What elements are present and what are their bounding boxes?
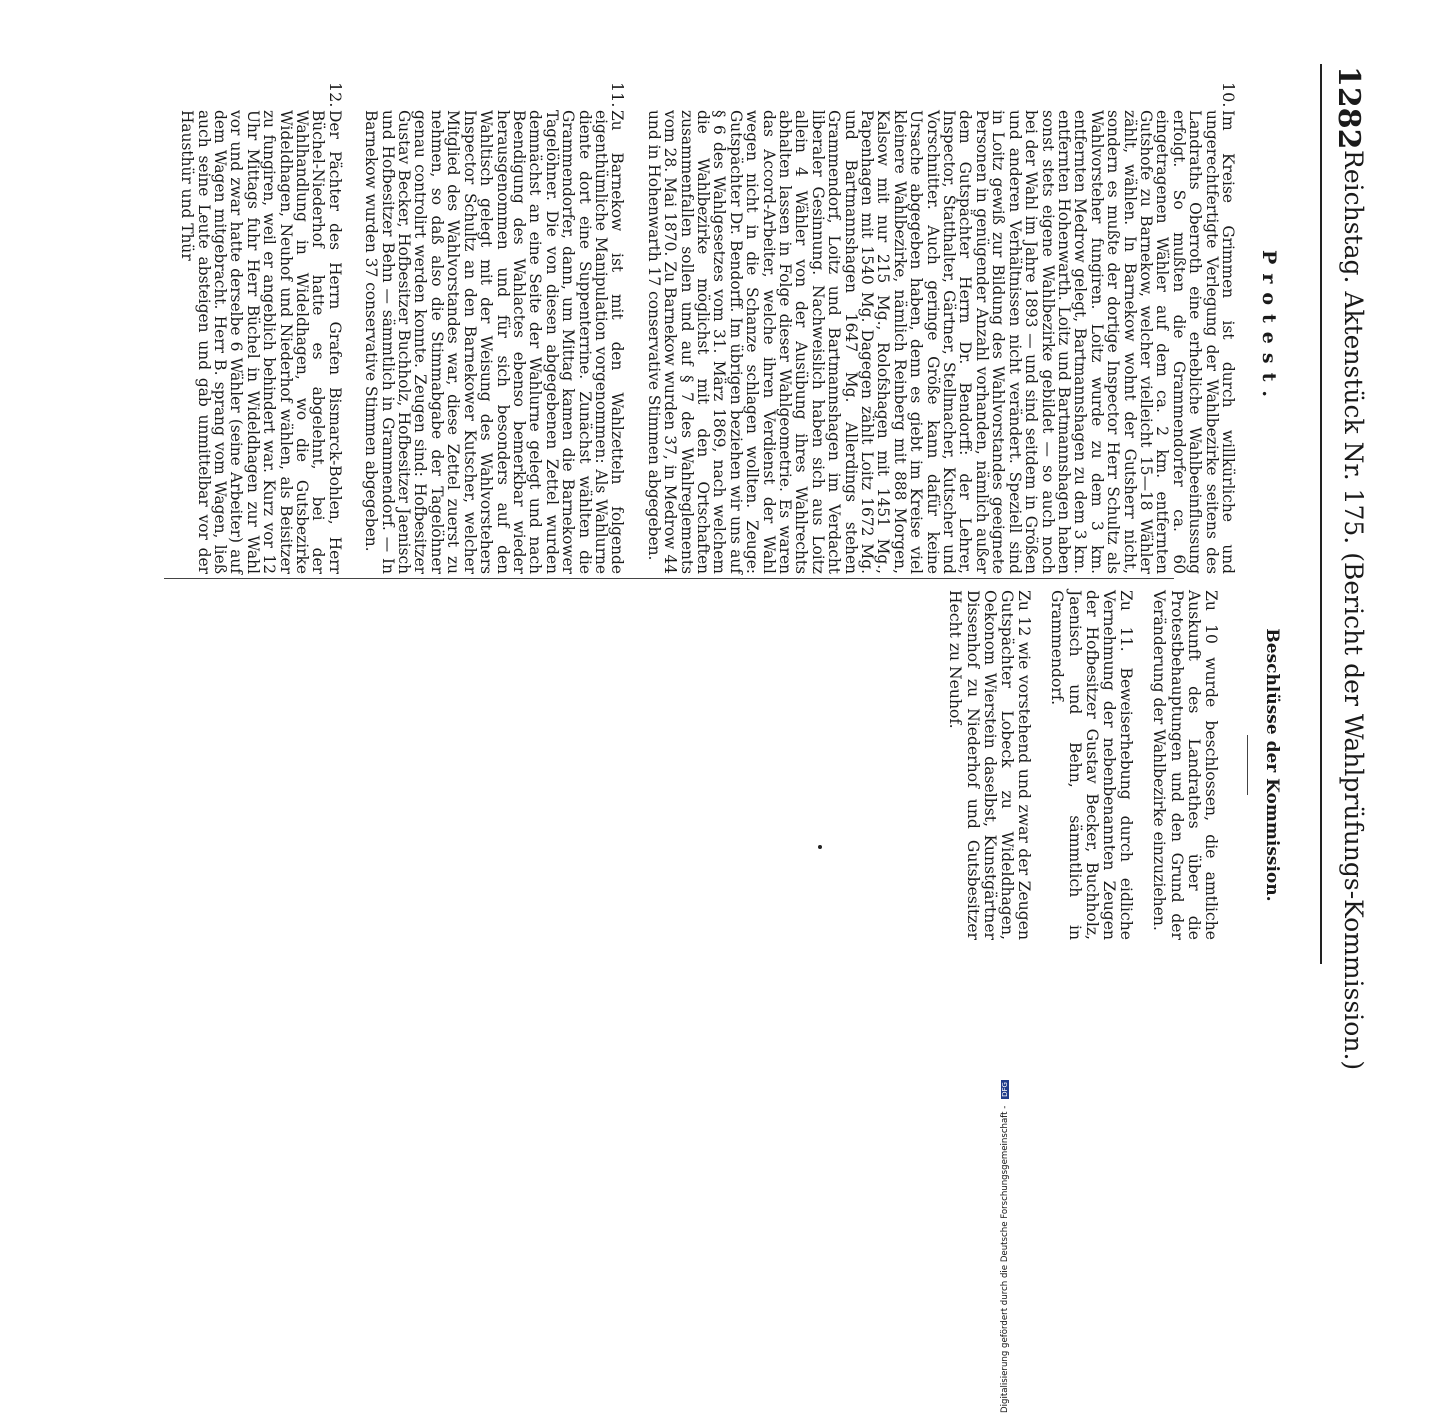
running-head: Reichstag. Aktenstück Nr. 175. (Bericht der Wahlprüfungs-Kommission.) [1339, 150, 1368, 1071]
paragraph-text: Zu Barnekow ist mit den Wahlzetteln folgende eigenthümliche Manipulation vorgenommen: Als Wahlurne diente dort eine Suppenterrine. Zunächst wählten die Grammendorfer, dann, um Mittag kamen die Barnekower Tagelöhner. Die von diesen abgegebenen Zettel wurden demnächst an eine Seite der Wahlurne gelegt und nach Beendigung des Wahlactes ebenso bemerkbar wieder herausgenommen und für sich besonders auf den Wahltisch gelegt mit der Weisung des Wahlvorstehers Inspector Schultz an den Barnekower Kutscher, welcher Mitglied des Wahlvorstandes war, diese Zettel zuerst zu nehmen, so daß also die Stimmabgabe der Tagelöhner genau controlirt werden konnte. Zeugen sind: Hofbesitzer Gustav Becker, Hofbesitzer Buchholz, Hofbesitzer Jaenisch und Hofbesitzer Behn — sämmtlich in Grammendorf. — In Barnekow wurden 37 conservative Stimmen abgegeben. [362, 110, 627, 574]
commission-column [930, 590, 1286, 940]
protest-paragraph-12 [179, 82, 343, 574]
column-divider [164, 578, 1174, 579]
protest-column [159, 82, 1286, 574]
paragraph-number: 11. [608, 82, 628, 108]
resolution-12: Zu 12 wie vorstehend und zwar der Zeugen Gutspächter Lobeck zu Wideldhagen, Oekonom Wierstein daselbst, Kunstgärtner Dissenhof zu Niederhof und Gutsbesitzer Hecht zu Neuhof. [946, 590, 1034, 940]
header-rule [1320, 64, 1322, 964]
resolution-10: Zu 10 wurde beschlossen, die amtliche Auskunft des Landrathes über die Protestbehauptungen und den Grund der Veränderung der Wahlbezirke einzuziehen. [1150, 590, 1220, 940]
resolution-11: Zu 11. Beweiserhebung durch eidliche Vernehmung der nebenbenannten Zeugen der Hofbesitzer Gustav Becker, Buchholz, Jaenisch und Behn, sämmtlich in Grammendorf. [1048, 590, 1136, 940]
ink-dot [818, 845, 822, 849]
page-number: 1282 [1331, 66, 1366, 150]
title-rule [1247, 735, 1248, 795]
commission-title: Beschlüsse der Kommission. [1262, 628, 1282, 902]
credit-text: Digitalisierung gefördert durch die Deutsche Forschungsgemeinschaft - [1000, 1105, 1010, 1413]
paragraph-text: Im Kreise Grimmen ist durch willkürliche und ungerechtfertigte Verlegung der Wahlbezirke seitens des Landraths Oberroth eine erhebliche Wahlbeeinflussung erfolgt. So mußten die Grammendorfer ca. 60 eingetragenen Wähler auf dem ca. 2 km. entfernten Gutshofe zu Barnekow, welcher vielleicht 15—18 Wähler zählt, wählen. In Barnekow wohnt der Gutsherr nicht, sondern es mußte der dortige Inspector Herr Schultz als Wahlvorsteher fungiren. Loitz wurde zu dem 3 km. entfernten Medrow gelegt, Bartmannshagen zu dem 3 km. entfernten Hohenwarth. Loitz und Bartmannshagen haben sonst stets eigene Wahlbezirke gebildet — so auch noch bei der Wahl im Jahre 1893 — und sind seitdem in Größen und anderen Verhältnissen nicht verändert. Speziell sind in Loitz gewiß zur Bildung des Wahlvorstandes geeignete Personen in genügender Anzahl vorhanden, nämlich außer dem Gutspächter Herrn Dr. Bendorff: der Lehrer, Inspector, Statthalter, Gärtner, Stellmacher, Kutscher und Vorschnitter. Auch geringe Größe kann dafür keine Ursache abgegeben haben, denn es giebt im Kreise viel kleinere Wahlbezirke, nämlich Reinberg mit 888 Morgen, Kalsow mit nur 215 Mg., Rolofshagen mit 1451 Mg., Papenhagen mit 1540 Mg. Dagegen zählt Loitz 1672 Mg. und Bartmannshagen 1647 Mg. Allerdings stehen Grammendorf, Loitz und Bartmannshagen im Verdacht liberaler Gesinnung. Nachweislich haben sich aus Loitz allein 4 Wähler von der Ausübung ihres Wahlrechts abhalten lassen in Folge dieser Wahlgeometrie. Es waren das Accord-Arbeiter, welche ihren Verdienst der Wahl wegen nicht in die Schanze schlagen wollten. Zeuge: Gutspächter Dr. Bendorff. Im übrigen beziehen wir uns auf § 6 des Wahlgesetzes vom 31. März 1869, nach welchem die Wahlbezirke möglichst mit den Ortschaften zusammenfallen sollen und auf § 7 des Wahlreglements vom 28. Mai 1870. Zu Barnekow wurden 37, in Medrow 44 und in Hohenwarth 17 conservative Stimmen abgegeben. [644, 110, 1237, 574]
protest-paragraph-11 [363, 82, 626, 574]
digitization-credit [1000, 0, 1010, 1425]
protest-paragraph-10 [645, 82, 1236, 574]
protest-title: Protest. [1258, 250, 1280, 406]
paragraph-number: 12. [325, 82, 345, 108]
dfg-logo: DFG [1000, 1082, 1009, 1097]
paragraph-number: 10. [1219, 82, 1238, 108]
paragraph-text: Der Pächter des Herrn Grafen Bismarck-Bohlen, Herr Büchel-Niederhof hatte es abgelehnt, bei der Wahlhandlung in Wideldhagen, wo die Gutsbezirke Wideldhagen, Neuhof und Niederhof wählen, als Beisitzer zu fungiren, weil er angeblich behindert war. Kurz vor 12 Uhr Mittags fuhr Herr Büchel in Wideldhagen zur Wahl vor und zwar hatte derselbe 6 Wähler (seine Arbeiter) auf dem Wagen mitgebracht. Herr B. sprang vom Wagen, ließ auch seine Leute absteigen und gab unmittelbar vor der Hausthür und Thür [178, 110, 344, 574]
